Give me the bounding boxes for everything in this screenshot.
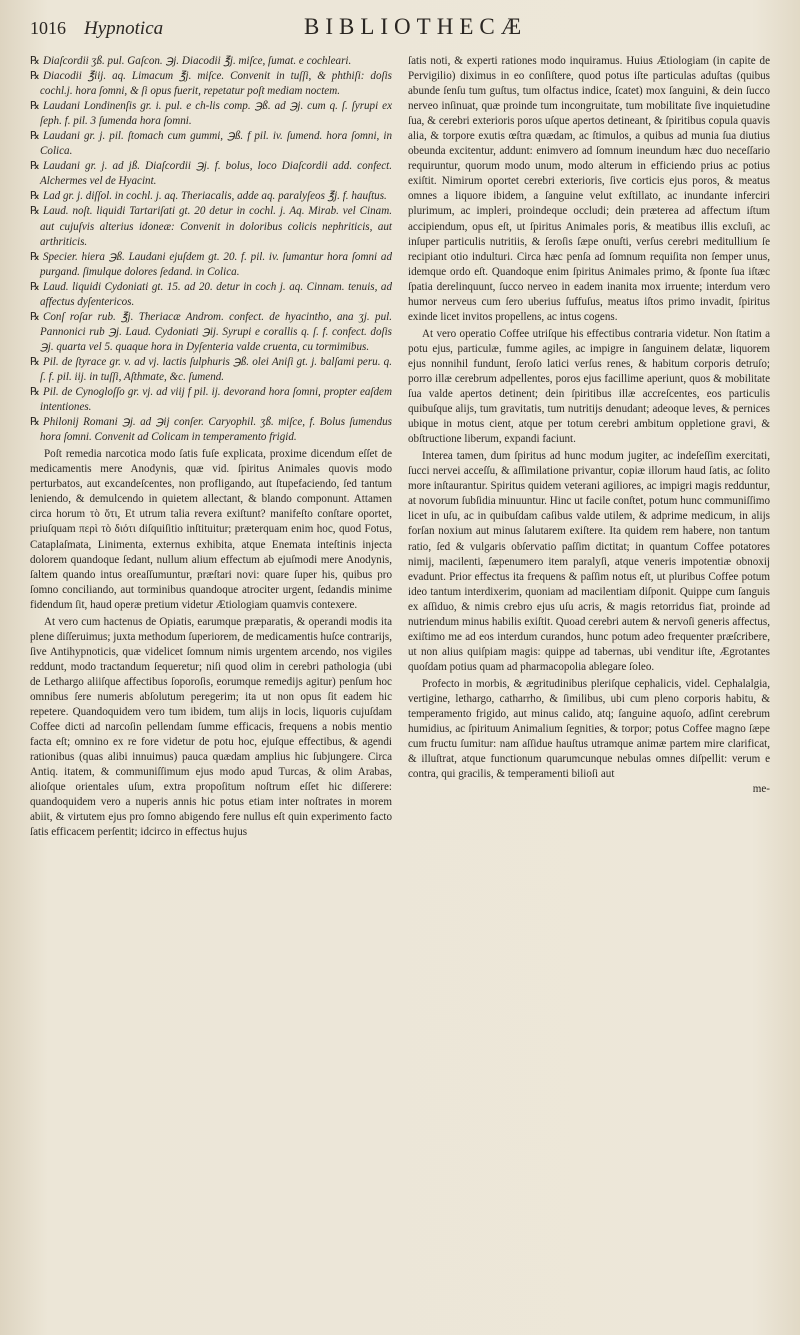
prescription-entry: ℞ Laud. liquidi Cydoniati gt. 15. ad 20. detur in coch j. aq. Cinnam. tenuis, ad affectus dyſentericos.	[30, 280, 392, 308]
prescription-list	[30, 54, 392, 445]
catchword: me-	[752, 783, 770, 796]
prescription-entry: ℞ Specier. hiera ℈ß. Laudani ejuſdem gt. 20. f. pil. iv. ſumantur hora ſomni ad purgand. ſimulque dolores ſedand. in Colica.	[30, 250, 392, 278]
prescription-entry: ℞ Laudani Londinenſis gr. i. pul. e ch-lis comp. ℈ß. ad ℈j. cum q. ſ. ſyrupi ex ſeph. f. pil. 3 ſumenda hora ſomni.	[30, 100, 392, 128]
prescription-entry: ℞ Pil. de Cynogloſſo gr. vj. ad viij f pil. ij. devorand hora ſomni, propter eaſdem intentiones.	[30, 386, 392, 414]
recipe-mark-icon: ℞	[30, 386, 40, 399]
prescription-entry: ℞ Diacodii ℥iij. aq. Limacum ℥j. miſce. Convenit in tuſſi, & phthiſi: doſis cochl.j. hora ſomni, & ſi opus fuerit, repetatur poſt mediam noctem.	[30, 70, 392, 98]
recipe-mark-icon: ℞	[30, 190, 40, 203]
recipe-mark-icon: ℞	[30, 280, 40, 293]
body-paragraph: At vero cum hactenus de Opiatis, earumque præparatis, & operandi modis ita plene diſſeruimus; juxta methodum ſuperiorem, de medicamentis huſce contrarijs, ſive Antihypnoticis, quæ videlicet ſomnum nimis urgentem arcendo, nos vigiles reddunt, modo tractandum ſequeretur; niſi quod olim in cerebri pathologia (ubi de Lethargo aliiſque affectibus ſoporoſis, eorumque remedijs agitur) penſum hoc omnibus ſere numeris abſolutum peregerim; ita ut non opus ſit eadem hic repetere. Quandoquidem vero tum ibidem, tum alijs in locis, liquoris cujuſdam Coffee dicti ad narcoſin pellendam ſumme efficacis, frequens a nobis mentio facta eſt; omnino ex re fore videtur de potu hoc, ejuſque effectibus, & agendi rationibus (quas alibi innuimus) pauca quædam amplius hic ſubjungere. Circa Antiq. itatem, & communiſſimum ejus modo apud Turcas, & olim Arabas, alioſque orientales uſum, extra propoſitum noſtrum eſſet hic diſſerere: quandoquidem vero a nuperis annis hic potus etiam inter noſtrates in morem abiit, & virtutem ejus pro ſomno abigendo fere nullus eſt quin experimento facto ſatis efficacem perſentit; idcirco in effectus hujus	[30, 615, 392, 839]
recipe-mark-icon: ℞	[30, 70, 40, 83]
prescription-entry: ℞ Laudani gr. j. ad jß. Diaſcordii ℈j. f. bolus, loco Diaſcordii add. confect. Alchermes vel de Hyacint.	[30, 160, 392, 188]
page-number: 1016	[30, 18, 66, 38]
prescription-entry: ℞ Diaſcordii ʒß. pul. Gaſcon. ℈j. Diacodii ℥j. miſce, ſumat. e cochleari.	[30, 55, 352, 67]
prescription-entry: ℞ Laud. noſt. liquidi Tartariſati gt. 20 detur in cochl. j. Aq. Mirab. vel Cinam. aut cujuſvis alterius idoneæ: Convenit in doloribus colicis nephriticis, aut arthriticis.	[30, 205, 392, 248]
right-column	[408, 54, 770, 840]
section-title: Hypnotica	[84, 18, 164, 39]
running-title: BIBLIOTHECÆ	[304, 14, 528, 39]
body-paragraph: At vero operatio Coffee utriſque his effectibus contraria videtur. Non ſtatim a potu ejus, particulæ, fumme agiles, ac impigre in ſanguinem delatæ, liquorem ejus nonnihil fundunt, ſeroſo latici verſus renes, & habitum corporis detruſo; porro illæ cerebrum adpellentes, poros ejus facillime aperiunt, quos & mobilitate ſua valde apertos detinent; dein ſpiritibus illæ accreſcentes, eos particulis quibuſque alijs, tum gravitatis, tum nutritijs denudant; adeoque leves, & pernices ubique in motus cient, atque per totum cerebri ambitum oppletione gravi, & obſtructione liberum, expandi faciunt.	[408, 327, 770, 446]
recipe-mark-icon: ℞	[30, 250, 40, 263]
page-header	[30, 14, 770, 48]
recipe-mark-icon: ℞	[30, 416, 40, 429]
recipe-mark-icon: ℞	[30, 355, 40, 368]
prescription-entry: ℞ Laudani gr. j. pil. ſtomach cum gummi, ℈ß. f pil. iv. ſumend. hora ſomni, in Colica.	[30, 130, 392, 158]
prescription-entry: ℞ Pil. de ſtyrace gr. v. ad vj. lactis ſulphuris ℈ß. olei Aniſi gt. j. balſami peru. q. ſ. f. pil. iij. in tuſſi, Aſthmate, &c. ſumend.	[30, 355, 392, 383]
text-columns	[30, 54, 770, 840]
recipe-mark-icon: ℞	[30, 310, 40, 323]
recipe-mark-icon: ℞	[30, 205, 40, 218]
left-column	[30, 54, 392, 840]
recipe-mark-icon: ℞	[30, 130, 40, 143]
recipe-mark-icon: ℞	[30, 160, 40, 173]
prescription-entry: ℞ Conſ roſar rub. ℥j. Theriacæ Androm. confect. de hyacintho, ana ʒj. pul. Pannonici rub ℈j. Laud. Cydoniati ℈ij. Syrupi e corallis q. ſ. f. confect. doſis ℈j. quarta vel 5. quaque hora in Dyſenteria valde cruenta, cu tormimibus.	[30, 310, 392, 353]
recipe-mark-icon: ℞	[30, 100, 40, 113]
recipe-mark-icon: ℞	[30, 55, 40, 67]
body-paragraph: Interea tamen, dum ſpiritus ad hunc modum jugiter, ac indeſeſſim exercitati, ſucci nervei acceſſu, & aſſimilatione privantur, copiæ illorum haud ſatis, ac ſolito more inſtaurantur. Spiritus quidem veterani agiliores, ac impigri magis redduntur, at novorum ſubſidia minuuntur. Hinc ut facile conſtet, potum hunc communiſſimo licet in uſu, ac in quibuſdam caſibus valde utilem, & adprime medicum, in alijs forſan noxium aut minus ſalutarem exiſtere. Ita quidem rem habere, non tantum ratio, ſed & vulgaris obſervatio paſſim dictitat; in quantum Coffee potatores nimij, macilenti, ſæpenumero item paralyſi, atque veneris impotentiæ obnoxij evadunt. Prior effectus ita frequens & paſſim notus eſt, ut pluribus Coffee potum ideo tantum interdixerim, quoniam ad macilentiam diſponit. Quippe cum ſanguis ex aſſiduo, & nimis crebro ejus uſu acris, & magis retorridus fiat, proinde ad nutriendum minus habilis exiſtit. Quoad cerebri autem & nervoſi generis affectus, exiſtimo me ad eos interdum curandos, hunc potum adeo frequenter præſcribere, ut non alius quiſpiam magis: quippe ad tabernas, ubi venditur iſte, Ægrotantes quoſdam potius quam ad pharmacopolia ablegare ſoleo.	[408, 450, 770, 673]
body-paragraph: Profecto in morbis, & ægritudinibus pleriſque cephalicis, videl. Cephalalgia, vertigine, lethargo, catharrho, & ſimilibus, ubi cum pleno corporis habitu, & temperamento frigido, aut minus calido, atq; ſanguine aquoſo, adſint cerebrum humidius, ac ſpirituum Animalium ſegnities, & torpor; potus Coffee magno ſæpe cum fructu ſumitur: nam aſſidue hauſtus utramque animæ partem mire clarificat, & illuſtrat, atque functionum quarumcunque nebulas omnes diſpellit: verum e contra, qui gracilis, & temperamenti bilioſi aut	[408, 677, 770, 781]
prescription-entry: ℞ Philonij Romani ℈j. ad ℈ij conſer. Caryophil. ʒß. miſce, f. Bolus ſumendus hora ſomni. Convenit ad Colicam in temperamento frigid.	[30, 416, 392, 444]
body-paragraph: Poſt remedia narcotica modo ſatis fuſe explicata, proxime dicendum eſſet de medicamentis mere Anodynis, quæ vid. ſpiritus Animales quovis modo perturbatos, aut excandeſcentes, non profligando, aut ſtupefaciendo, ſed tantum leniendo, & demulcendo in quietem allectant, & blando componunt. Attamen circa horum τὸ ὅτι, Et utrum talia revera exiſtunt? manifeſto conſtare oportet, priuſquam περὶ τὸ διότι diſquiſitio inſtituitur; præterquam enim hoc, quod Fotus, Cataplaſmata, Linimenta, externus exhibita, atque Enemata inteſtinis injecta dolorem quandoque ſedant, nullum alium effectum ab ejuſmodi mere Anodynis, ſaltem quando intus oreaſſumuntur, præſtari novi: quare ſuper his, quibus pro ſomno conciliando, aut torminibus quandoque atrociter urgent, ſedandis minime fidendum ſit, haud operæ pretium videtur Ætiologiam quamvis contexere.	[30, 448, 392, 611]
body-paragraph: ſatis noti, & experti rationes modo inquiramus. Huius Ætiologiam (in capite de Pervigilio) diximus in eo conſiſtere, quod potus iſte particulas aduſtas (quibus abunde ſenſu tum guſtus, tum olfactus indice, ſcatet) mox ſanguini, & dein ſucco nerveo inſinuat, quæ proinde tum incongruitate, tum mobilitate ſive inquietudine ſua, & cerebri exterioris poros uſque apertos detineant, & ſpiritibus copula quavis alia, & torpore exutis œſtra quædam, ac ſtimulos, a quibus ad munia ſua diutius obeunda excitentur, addunt: enimvero ad ſomnum ineundum hæc duo neceſſario requiruntur, quorum modo unum, modo alterum in efficiendo prius ac potius exiſtit. Nimirum oportet cerebri exterioris, ſive corticis ejus poros, & meatus omnes a liquore ibidem, a ſanguine velut exſtillato, ac inundante inferciri plurimum, ac impleri, proindeque occludi; dein præterea ad affectum iſtum accipiendum, opus eſt, ut ſpiritus Animales poris, & meatibus illis excluſi, ac inſuper particulis nutritiis, & ſeroſis ſæpe onuſti, verſus cerebri meditullium ſe recipiant otio indulturi. Circa hæc penſa ad ſomnum requiſita non ſemper unus, idemque ordo eſt. Quandoque enim ſpiritus Animales primo, & ſponte ſua iſtæc ſpatia derelinquunt, ſucco nerveo in eadem inanita mox irruente; interdum vero humor nerveus cum ſero uberius ſuffuſus, meatus iſtos primo invadit, ſpiritus exinde licet invitos propellens, ac intus cogens.	[408, 55, 770, 323]
prescription-entry: ℞ Lad gr. j. diſſol. in cochl. j. aq. Theriacalis, adde aq. paralyſeos ℥j. f. hauſtus.	[30, 190, 387, 203]
